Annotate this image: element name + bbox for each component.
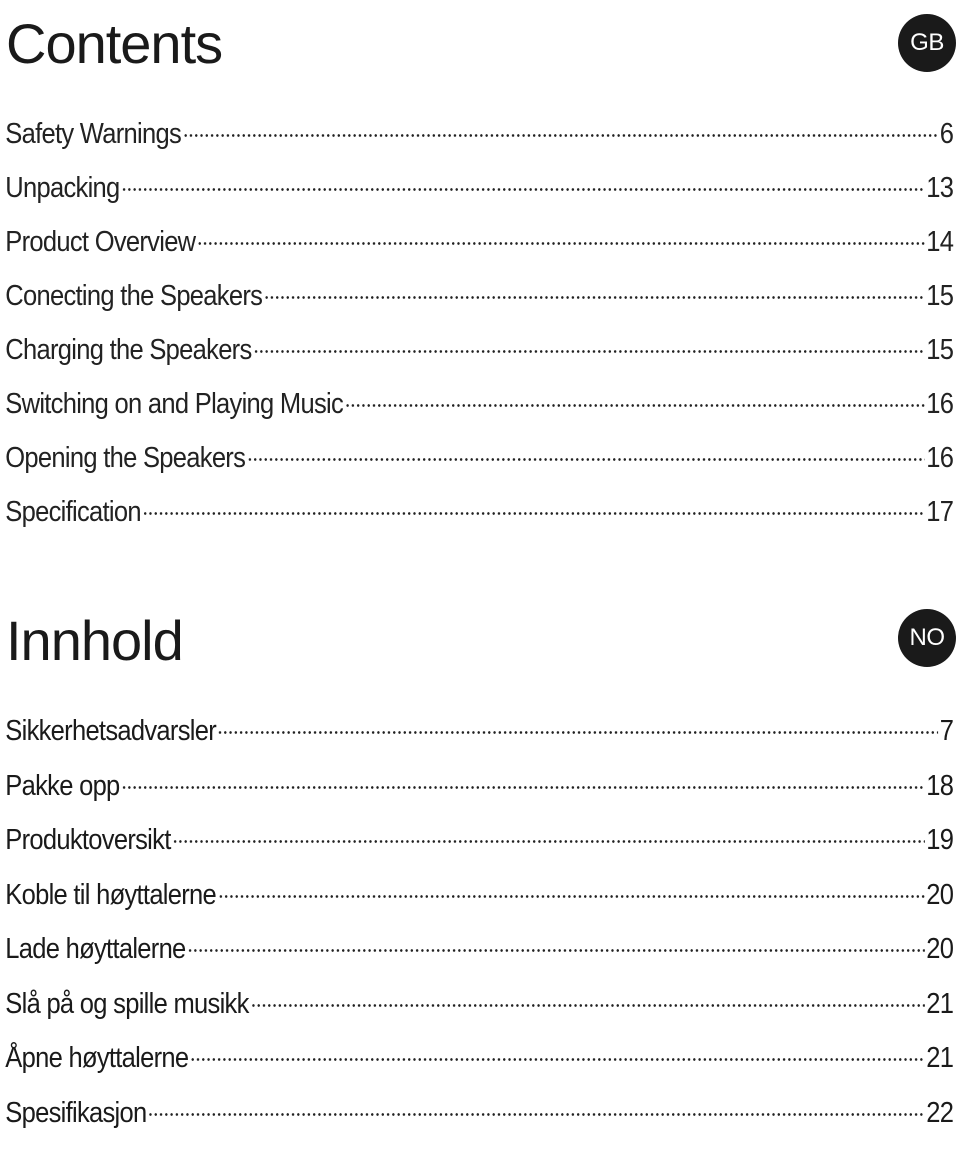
dot-leader	[218, 895, 925, 898]
toc-entry[interactable]	[0, 933, 959, 988]
toc-entry-title: Sikkerhetsadvarsler	[5, 715, 216, 748]
toc-entry-title: Safety Warnings	[5, 118, 181, 151]
dot-leader	[121, 786, 924, 789]
toc-entry-page: 15	[926, 334, 953, 367]
toc-entry-page: 20	[926, 933, 953, 966]
toc-entry[interactable]	[0, 1042, 959, 1097]
dot-leader	[183, 134, 938, 137]
toc-entry-page: 18	[926, 770, 953, 803]
toc-entry-page: 7	[940, 715, 954, 748]
toc-entry-title: Koble til høyttalerne	[5, 879, 216, 912]
section-heading: Innhold	[6, 605, 183, 677]
dot-leader	[218, 731, 938, 734]
toc-entry-page: 6	[940, 118, 954, 151]
dot-leader	[172, 840, 924, 843]
toc-entry-title: Specification	[5, 496, 141, 529]
section-header	[0, 0, 960, 90]
toc-entry-title: Conecting the Speakers	[5, 280, 262, 313]
toc-entry-page: 15	[926, 280, 953, 313]
toc-entry-title: Charging the Speakers	[5, 334, 251, 367]
toc-entry-page: 14	[926, 226, 953, 259]
dot-leader	[190, 1058, 924, 1061]
dot-leader	[143, 512, 925, 515]
toc-entry[interactable]	[0, 824, 959, 879]
toc-entry-page: 21	[926, 1042, 953, 1075]
dot-leader	[187, 949, 924, 952]
toc-section-no	[0, 597, 960, 695]
section-header	[0, 597, 960, 695]
dot-leader	[148, 1113, 924, 1116]
toc-entry[interactable]	[0, 770, 959, 825]
toc-entry[interactable]	[0, 496, 959, 550]
toc-entry[interactable]	[0, 172, 959, 226]
toc-list	[0, 118, 960, 550]
toc-entry[interactable]	[0, 988, 959, 1043]
dot-leader	[247, 458, 925, 461]
toc-entry-page: 16	[926, 442, 953, 475]
toc-entry-page: 20	[926, 879, 953, 912]
toc-entry-title: Lade høyttalerne	[5, 933, 185, 966]
section-heading: Contents	[6, 8, 222, 80]
toc-entry-page: 17	[926, 496, 953, 529]
dot-leader	[250, 1004, 924, 1007]
toc-entry-page: 21	[926, 988, 953, 1021]
toc-entry[interactable]	[0, 226, 959, 280]
toc-entry-title: Product Overview	[5, 226, 195, 259]
toc-entry-page: 19	[926, 824, 953, 857]
toc-entry-title: Unpacking	[5, 172, 119, 205]
toc-entry[interactable]	[0, 879, 959, 934]
toc-entry-page: 16	[926, 388, 953, 421]
toc-entry-title: Pakke opp	[5, 770, 119, 803]
dot-leader	[197, 242, 924, 245]
language-badge: NO	[898, 609, 956, 667]
toc-entry-page: 22	[926, 1097, 953, 1130]
dot-leader	[264, 296, 925, 299]
toc-entry[interactable]	[0, 715, 959, 770]
dot-leader	[345, 404, 925, 407]
toc-entry[interactable]	[0, 388, 959, 442]
toc-entry-title: Spesifikasjon	[5, 1097, 146, 1130]
dot-leader	[253, 350, 924, 353]
toc-entry-title: Åpne høyttalerne	[5, 1042, 188, 1075]
toc-entry[interactable]	[0, 442, 959, 496]
language-badge: GB	[898, 14, 956, 72]
toc-entry[interactable]	[0, 1097, 959, 1151]
toc-entry[interactable]	[0, 280, 959, 334]
toc-list	[0, 715, 960, 1151]
toc-entry-title: Opening the Speakers	[5, 442, 245, 475]
toc-section-gb	[0, 0, 960, 90]
toc-entry[interactable]	[0, 334, 959, 388]
toc-entry-title: Produktoversikt	[5, 824, 170, 857]
toc-entry[interactable]	[0, 118, 959, 172]
toc-entry-page: 13	[926, 172, 953, 205]
dot-leader	[121, 188, 924, 191]
toc-entry-title: Switching on and Playing Music	[5, 388, 343, 421]
toc-entry-title: Slå på og spille musikk	[5, 988, 248, 1021]
